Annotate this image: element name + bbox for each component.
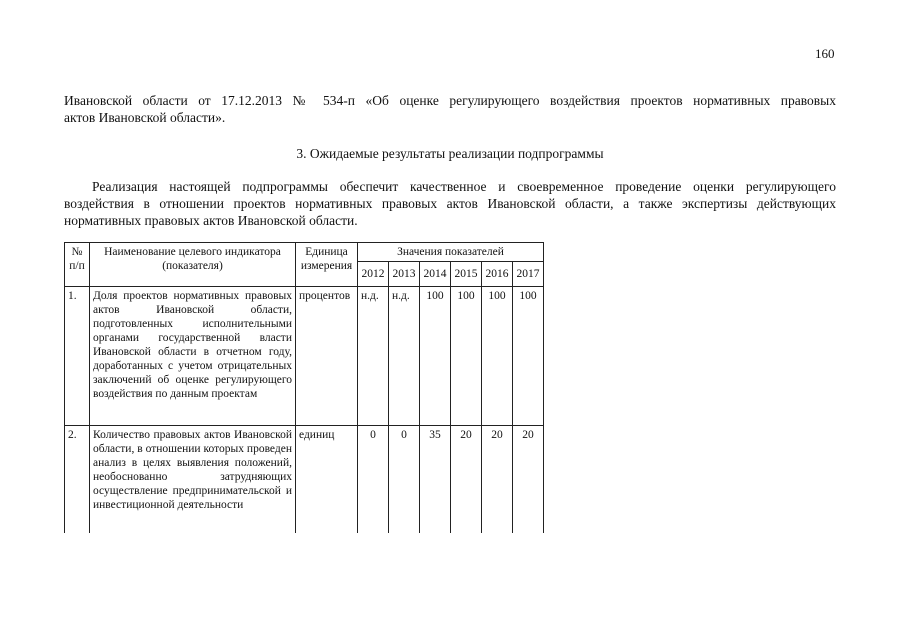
page-number: 160 bbox=[815, 46, 835, 61]
row-indicator-name: Количество правовых актов Ивановской области, в отношении которых проведен анализ в целях выявления положений, необоснованно затрудняющих осуществление предпринимательской и инвестиционной деятельности bbox=[90, 426, 296, 534]
row-value: 100 bbox=[451, 287, 482, 426]
row-value: 100 bbox=[513, 287, 544, 426]
row-value: 0 bbox=[389, 426, 420, 534]
paragraph-line-3: нормативных правовых актов Ивановской области. bbox=[64, 213, 358, 228]
year-header: 2013 bbox=[389, 262, 420, 287]
header-values: Значения показателей bbox=[358, 243, 544, 262]
row-value: 35 bbox=[420, 426, 451, 534]
section-heading: 3. Ожидаемые результаты реализации подпрограммы bbox=[296, 146, 604, 161]
results-paragraph bbox=[64, 178, 836, 229]
intro-paragraph bbox=[64, 92, 836, 126]
header-unit: Единица измерения bbox=[296, 243, 358, 287]
row-value: н.д. bbox=[358, 287, 389, 426]
row-indicator-name: Доля проектов нормативных правовых актов Ивановской области, подготовленных исполнительными органами государственной власти Ивановской области в отчетном году, доработанных с учетом отрицательных заключений об оценке регулирующего воздействия по данным проектам bbox=[90, 287, 296, 426]
row-value: н.д. bbox=[389, 287, 420, 426]
year-header: 2014 bbox=[420, 262, 451, 287]
indicators-table bbox=[64, 242, 544, 533]
row-unit: единиц bbox=[296, 426, 358, 534]
row-value: 20 bbox=[513, 426, 544, 534]
row-value: 0 bbox=[358, 426, 389, 534]
year-header: 2016 bbox=[482, 262, 513, 287]
row-num: 2. bbox=[65, 426, 90, 534]
row-num: 1. bbox=[65, 287, 90, 426]
year-header: 2015 bbox=[451, 262, 482, 287]
year-header: 2012 bbox=[358, 262, 389, 287]
row-unit: процентов bbox=[296, 287, 358, 426]
intro-line-1: Ивановской области от 17.12.2013 № 534-п «Об оценке регулирующего воздействия проектов нормативных правовых bbox=[64, 93, 836, 108]
row-value: 100 bbox=[482, 287, 513, 426]
year-header: 2017 bbox=[513, 262, 544, 287]
row-value: 20 bbox=[451, 426, 482, 534]
row-value: 100 bbox=[420, 287, 451, 426]
table-row bbox=[65, 287, 544, 426]
header-name: Наименование целевого индикатора (показателя) bbox=[90, 243, 296, 287]
table-row bbox=[65, 426, 544, 534]
intro-line-2: актов Ивановской области». bbox=[64, 110, 226, 125]
paragraph-line-1: Реализация настоящей подпрограммы обеспечит качественное и своевременное проведение оценки регулирующего bbox=[92, 179, 836, 194]
paragraph-line-2: воздействия в отношении проектов нормативных правовых актов Ивановской области, а также экспертизы действующих bbox=[64, 196, 836, 211]
row-value: 20 bbox=[482, 426, 513, 534]
header-num: № п/п bbox=[65, 243, 90, 287]
